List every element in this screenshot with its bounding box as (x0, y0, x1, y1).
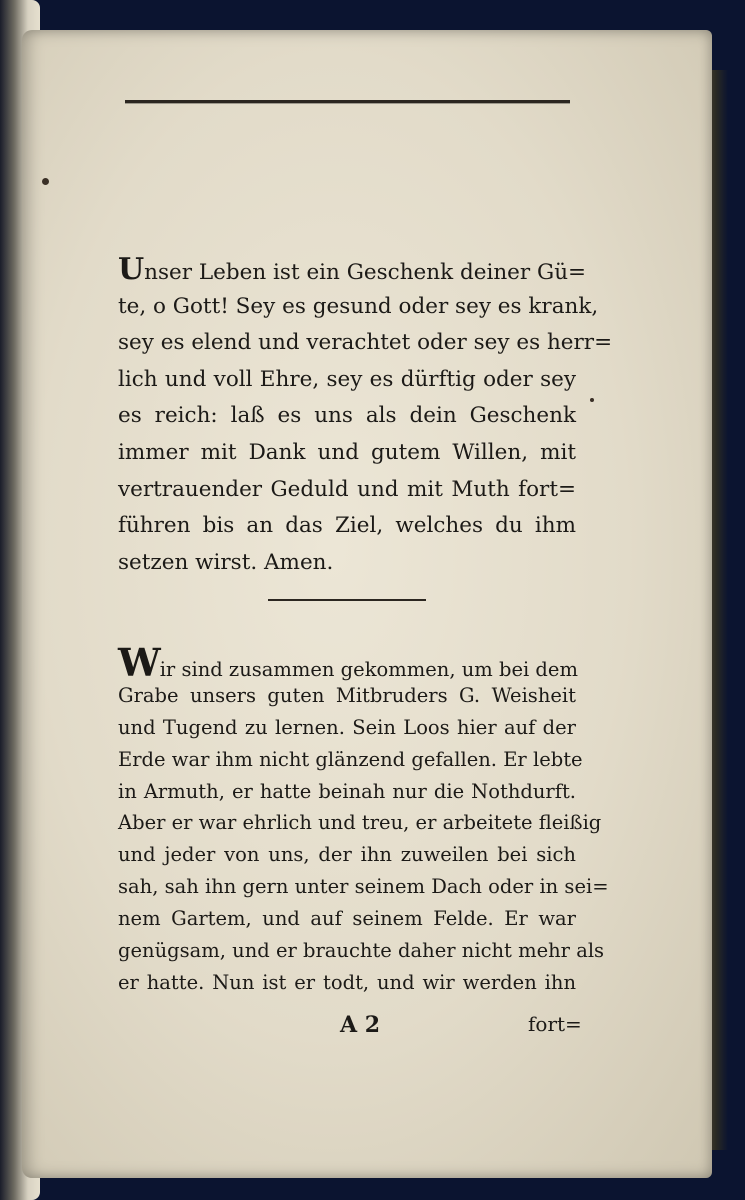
section-divider (268, 599, 426, 601)
text-line: Grabe unsers guten Mitbruders G. Weisheit (118, 683, 576, 707)
text-line: sah, sah ihn gern unter seinem Dach oder in sei= (118, 875, 609, 899)
text-line: es reich: laß es uns als dein Geschenk (118, 403, 576, 429)
line-text: ir sind zusammen gekommen, um bei dem (159, 658, 578, 681)
initial-letter: W (118, 640, 160, 685)
text-line: führen bis an das Ziel, welches du ihm (118, 513, 576, 539)
text-line: genügsam, und er brauchte daher nicht mehr als (118, 939, 605, 963)
text-line: te, o Gott! Sey es gesund oder sey es krank, (118, 293, 599, 319)
text-line: und Tugend zu lernen. Sein Loos hier auf der (118, 715, 576, 739)
book-page (22, 30, 712, 1178)
text-line: sey es elend und verachtet oder sey es herr= (118, 330, 613, 356)
text-line (118, 640, 578, 685)
text-line: immer mit Dank und gutem Willen, mit (118, 439, 576, 465)
text-line: setzen wirst. Amen. (118, 549, 334, 575)
ink-spot (590, 398, 594, 402)
initial-letter: U (118, 252, 145, 287)
ink-spot (42, 178, 49, 185)
text-line: in Armuth, er hatte beinah nur die Nothdurft. (118, 779, 576, 803)
catchword: fort= (528, 1012, 582, 1036)
text-line: er hatte. Nun ist er todt, und wir werden ihn (118, 970, 576, 994)
header-rule (125, 100, 570, 103)
signature-mark: A 2 (340, 1012, 381, 1038)
text-line: lich und voll Ehre, sey es dürftig oder sey (118, 366, 576, 392)
text-line (118, 252, 587, 289)
sermon-paragraph (118, 640, 609, 999)
text-line: Erde war ihm nicht glänzend gefallen. Er lebte (118, 747, 583, 771)
text-line: und jeder von uns, der ihn zuweilen bei sich (118, 843, 576, 867)
text-line: nem Gartem, und auf seinem Felde. Er war (118, 907, 576, 931)
prayer-paragraph (118, 252, 613, 581)
line-text: nser Leben ist ein Geschenk deiner Gü= (144, 260, 587, 285)
text-line: Aber er war ehrlich und treu, er arbeitete fleißig (118, 811, 602, 835)
text-line: vertrauender Geduld und mit Muth fort= (118, 476, 576, 502)
